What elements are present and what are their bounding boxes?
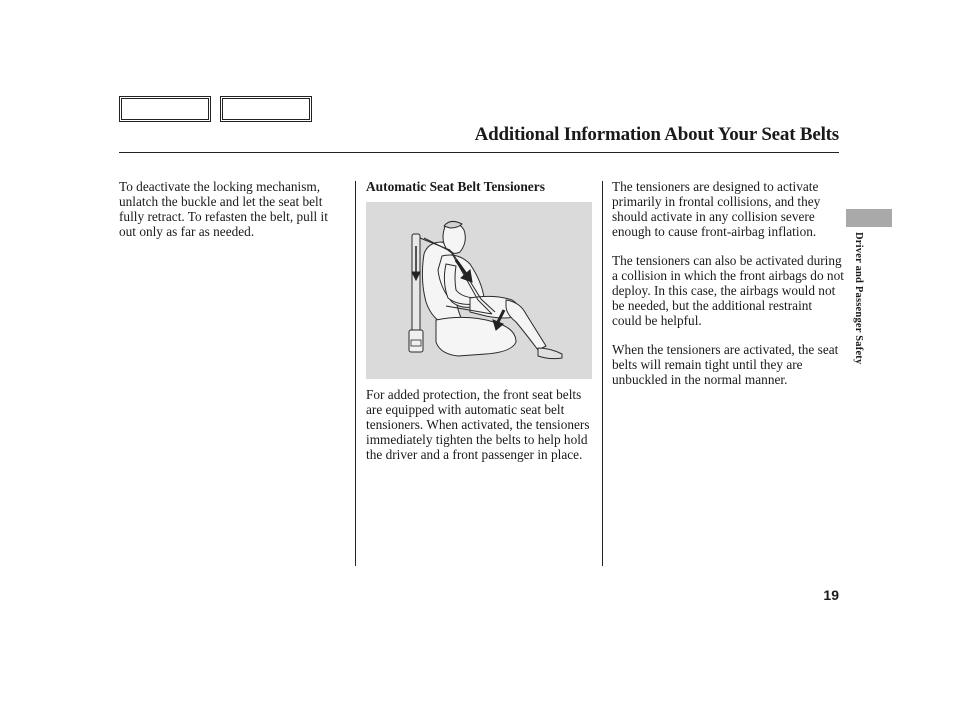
section-heading: Automatic Seat Belt Tensioners [366, 179, 545, 194]
page-number: 19 [823, 587, 839, 603]
nav-previous-button[interactable] [119, 96, 211, 122]
left-column [119, 180, 341, 254]
section-tab-marker [846, 209, 892, 227]
right-column [612, 180, 844, 402]
seat-belt-diagram-icon [366, 202, 592, 379]
page-title: Additional Information About Your Seat Belts [474, 124, 839, 145]
seat-belt-tensioner-illustration [366, 202, 592, 379]
left-paragraph-1: To deactivate the locking mechanism, unlatch the buckle and let the seat belt fully retract. To refasten the belt, pull it out only as far as needed. [119, 179, 328, 239]
nav-next-button[interactable] [220, 96, 312, 122]
right-paragraph-1: The tensioners are designed to activate primarily in frontal collisions, and they should activate in any collision severe enough to cause front-airbag inflation. [612, 179, 821, 239]
column-divider-2 [602, 181, 603, 566]
column-divider-1 [355, 181, 356, 566]
middle-column [366, 180, 594, 477]
right-paragraph-2: The tensioners can also be activated during a collision in which the front airbags do not deploy. In this case, the airbags would not be needed, but the additional restraint could be helpful. [612, 253, 844, 328]
title-rule [119, 152, 839, 153]
section-tab-label: Driver and Passenger Safety [853, 232, 864, 365]
middle-paragraph-1: For added protection, the front seat belts are equipped with automatic seat belt tensioners. When activated, the tensioners immediately tighten the belts to help hold the driver and a front passenger in place. [366, 386, 590, 462]
right-paragraph-3: When the tensioners are activated, the seat belts will remain tight until they are unbuckled in the normal manner. [612, 342, 839, 387]
